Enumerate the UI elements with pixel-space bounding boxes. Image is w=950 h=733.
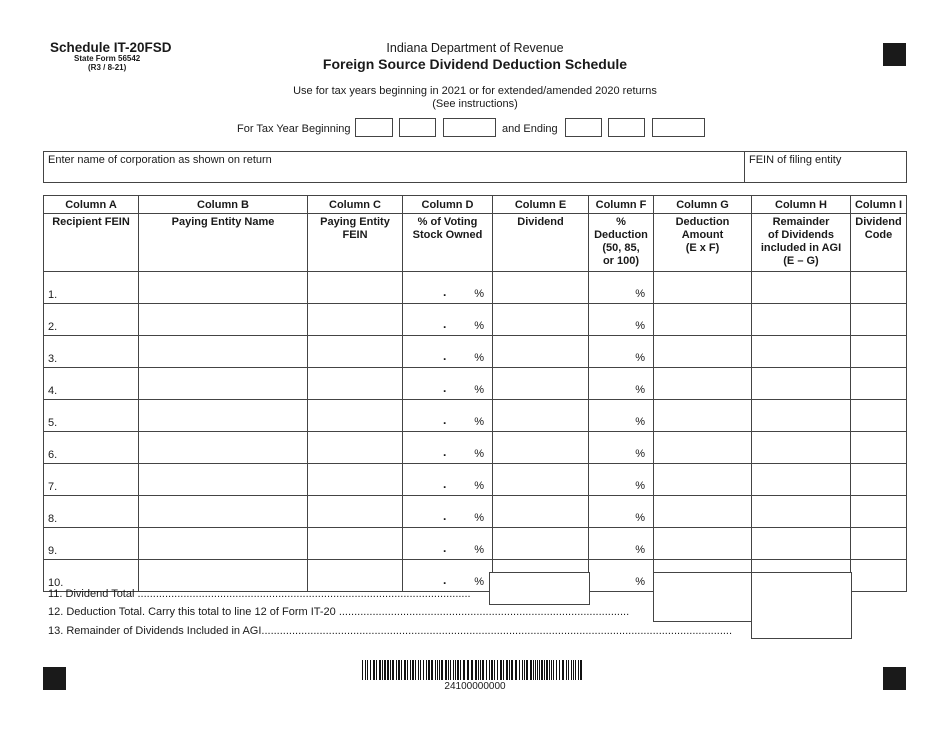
cell-remainder[interactable]	[752, 336, 851, 368]
table-row	[44, 496, 907, 528]
cell-paying-entity-fein[interactable]	[308, 464, 403, 496]
cell-deduction-pct[interactable]	[589, 464, 654, 496]
cell-dividend-code[interactable]	[851, 528, 907, 560]
cell-deduction-amount[interactable]	[654, 304, 752, 336]
percent-sign: %	[474, 576, 484, 588]
cell-paying-entity-name[interactable]	[139, 528, 308, 560]
see-instructions-note: (See instructions)	[432, 98, 518, 110]
cell-paying-entity-name[interactable]	[139, 336, 308, 368]
percent-sign: %	[474, 288, 484, 300]
cell-deduction-amount[interactable]	[654, 336, 752, 368]
fein-divider	[744, 151, 745, 183]
table-row	[44, 432, 907, 464]
percent-sign: %	[474, 544, 484, 556]
cell-voting-stock-pct[interactable]	[403, 432, 493, 464]
column-e-letter: Column E	[493, 196, 589, 214]
cell-voting-stock-pct[interactable]	[403, 336, 493, 368]
line-number: 4.	[48, 385, 58, 397]
decimal-point: .	[443, 509, 447, 523]
cell-dividend[interactable]	[493, 432, 589, 464]
cell-remainder[interactable]	[752, 464, 851, 496]
cell-dividend[interactable]	[493, 304, 589, 336]
decimal-point: .	[443, 445, 447, 459]
cell-deduction-pct[interactable]	[589, 400, 654, 432]
form-title: Foreign Source Dividend Deduction Schedule	[322, 56, 628, 72]
corporation-name-label: Enter name of corporation as shown on return	[48, 154, 272, 166]
table-row	[44, 400, 907, 432]
column-h-letter: Column H	[752, 196, 851, 214]
column-a-letter: Column A	[44, 196, 139, 214]
line-11-dividend-total-label: 11. Dividend Total .............................................................................................................	[48, 588, 471, 600]
dividend-table	[43, 195, 907, 592]
table-row	[44, 304, 907, 336]
cell-voting-stock-pct[interactable]	[403, 304, 493, 336]
percent-sign: %	[474, 384, 484, 396]
tax-year-ending-label: and Ending	[502, 123, 558, 135]
line-number: 9.	[48, 545, 58, 557]
cell-dividend[interactable]	[493, 464, 589, 496]
percent-sign: %	[474, 512, 484, 524]
percent-sign: %	[474, 416, 484, 428]
cell-recipient-fein[interactable]	[44, 400, 139, 432]
cell-deduction-pct[interactable]	[589, 304, 654, 336]
percent-sign: %	[635, 512, 645, 524]
percent-sign: %	[635, 288, 645, 300]
barcode	[362, 660, 586, 680]
cell-remainder[interactable]	[752, 432, 851, 464]
cell-remainder[interactable]	[752, 272, 851, 304]
cell-voting-stock-pct[interactable]	[403, 528, 493, 560]
cell-deduction-pct[interactable]	[589, 432, 654, 464]
cell-paying-entity-name[interactable]	[139, 304, 308, 336]
cell-recipient-fein[interactable]	[44, 368, 139, 400]
table-row	[44, 368, 907, 400]
cell-paying-entity-fein[interactable]	[308, 496, 403, 528]
line-number: 1.	[48, 289, 58, 301]
percent-sign: %	[474, 448, 484, 460]
cell-paying-entity-fein[interactable]	[308, 528, 403, 560]
line-11-dividend-total-field[interactable]	[489, 572, 590, 605]
cell-remainder[interactable]	[752, 304, 851, 336]
percent-sign: %	[635, 320, 645, 332]
line-number: 10.	[48, 577, 64, 589]
percent-sign: %	[474, 352, 484, 364]
tax-year-ending-year-field[interactable]	[652, 118, 705, 137]
percent-sign: %	[635, 416, 645, 428]
cell-dividend-code[interactable]	[851, 400, 907, 432]
percent-sign: %	[635, 352, 645, 364]
cell-paying-entity-name[interactable]	[139, 400, 308, 432]
cell-deduction-pct[interactable]	[589, 528, 654, 560]
department-name: Indiana Department of Revenue	[386, 41, 564, 55]
cell-deduction-amount[interactable]	[654, 400, 752, 432]
tax-year-ending-day-field[interactable]	[608, 118, 645, 137]
line-13-remainder-label: 13. Remainder of Dividends Included in AGI..........................................................................................................................................................	[48, 625, 733, 637]
table-row	[44, 272, 907, 304]
cell-recipient-fein[interactable]	[44, 464, 139, 496]
column-letter-row	[44, 196, 907, 214]
column-title-row	[44, 214, 907, 272]
cell-deduction-amount[interactable]	[654, 272, 752, 304]
line-12-deduction-total-field[interactable]	[653, 572, 754, 622]
cell-voting-stock-pct[interactable]	[403, 464, 493, 496]
cell-voting-stock-pct[interactable]	[403, 496, 493, 528]
cell-paying-entity-fein[interactable]	[308, 432, 403, 464]
cell-dividend[interactable]	[493, 528, 589, 560]
cell-paying-entity-fein[interactable]	[308, 400, 403, 432]
cell-paying-entity-name[interactable]	[139, 496, 308, 528]
cell-recipient-fein[interactable]	[44, 272, 139, 304]
tax-year-beginning-year-field[interactable]	[443, 118, 496, 137]
percent-sign: %	[635, 544, 645, 556]
line-number: 8.	[48, 513, 58, 525]
cell-paying-entity-name[interactable]	[139, 560, 308, 592]
fein-label: FEIN of filing entity	[749, 154, 842, 166]
cell-dividend-code[interactable]	[851, 432, 907, 464]
tax-year-beginning-day-field[interactable]	[399, 118, 436, 137]
percent-sign: %	[474, 320, 484, 332]
cell-remainder[interactable]	[752, 368, 851, 400]
line-number: 5.	[48, 417, 58, 429]
column-a-title: Recipient FEIN	[44, 214, 139, 272]
column-d-letter: Column D	[403, 196, 493, 214]
cell-recipient-fein[interactable]	[44, 496, 139, 528]
cell-voting-stock-pct[interactable]	[403, 560, 493, 592]
cell-voting-stock-pct[interactable]	[403, 368, 493, 400]
percent-sign: %	[635, 480, 645, 492]
cell-dividend[interactable]	[493, 368, 589, 400]
state-form-label: State Form 56542	[74, 54, 141, 63]
percent-sign: %	[635, 384, 645, 396]
table-row	[44, 336, 907, 368]
tax-year-ending-month-field[interactable]	[565, 118, 602, 137]
column-f-title: % Deduction (50, 85, or 100)	[589, 214, 654, 272]
cell-deduction-amount[interactable]	[654, 528, 752, 560]
cell-deduction-amount[interactable]	[654, 464, 752, 496]
percent-sign: %	[635, 448, 645, 460]
cell-dividend[interactable]	[493, 336, 589, 368]
line-13-remainder-field[interactable]	[751, 572, 852, 639]
cell-voting-stock-pct[interactable]	[403, 272, 493, 304]
cell-dividend-code[interactable]	[851, 368, 907, 400]
cell-remainder[interactable]	[752, 496, 851, 528]
line-number: 7.	[48, 481, 58, 493]
decimal-point: .	[443, 573, 447, 587]
cell-deduction-pct[interactable]	[589, 336, 654, 368]
cell-recipient-fein[interactable]	[44, 432, 139, 464]
cell-paying-entity-fein[interactable]	[308, 272, 403, 304]
column-e-title: Dividend	[493, 214, 589, 272]
percent-sign: %	[474, 480, 484, 492]
cell-paying-entity-name[interactable]	[139, 432, 308, 464]
column-d-title: % of Voting Stock Owned	[403, 214, 493, 272]
cell-dividend-code[interactable]	[851, 336, 907, 368]
cell-deduction-pct[interactable]	[589, 272, 654, 304]
cell-paying-entity-name[interactable]	[139, 368, 308, 400]
line-number: 6.	[48, 449, 58, 461]
cell-remainder[interactable]	[752, 528, 851, 560]
column-c-letter: Column C	[308, 196, 403, 214]
cell-deduction-amount[interactable]	[654, 432, 752, 464]
cell-recipient-fein[interactable]	[44, 304, 139, 336]
decimal-point: .	[443, 381, 447, 395]
column-i-letter: Column I	[851, 196, 907, 214]
barcode-number: 24100000000	[444, 681, 506, 692]
column-g-letter: Column G	[654, 196, 752, 214]
column-g-title: Deduction Amount (E x F)	[654, 214, 752, 272]
table-row	[44, 464, 907, 496]
cell-deduction-amount[interactable]	[654, 368, 752, 400]
cell-voting-stock-pct[interactable]	[403, 400, 493, 432]
schedule-title: Schedule IT-20FSD	[50, 40, 172, 55]
cell-paying-entity-fein[interactable]	[308, 304, 403, 336]
cell-dividend-code[interactable]	[851, 304, 907, 336]
cell-paying-entity-fein[interactable]	[308, 560, 403, 592]
table-row	[44, 528, 907, 560]
cell-deduction-pct[interactable]	[589, 368, 654, 400]
use-for-note: Use for tax years beginning in 2021 or for extended/amended 2020 returns	[293, 85, 657, 97]
column-c-title: Paying Entity FEIN	[308, 214, 403, 272]
cell-paying-entity-name[interactable]	[139, 464, 308, 496]
cell-dividend-code[interactable]	[851, 560, 907, 592]
cell-recipient-fein[interactable]	[44, 336, 139, 368]
cell-dividend-code[interactable]	[851, 496, 907, 528]
cell-dividend-code[interactable]	[851, 272, 907, 304]
cell-dividend[interactable]	[493, 496, 589, 528]
cell-dividend[interactable]	[493, 400, 589, 432]
cell-paying-entity-fein[interactable]	[308, 368, 403, 400]
cell-deduction-pct[interactable]	[589, 496, 654, 528]
column-i-title: Dividend Code	[851, 214, 907, 272]
column-f-letter: Column F	[589, 196, 654, 214]
cell-dividend-code[interactable]	[851, 464, 907, 496]
cell-recipient-fein[interactable]	[44, 560, 139, 592]
column-b-title: Paying Entity Name	[139, 214, 308, 272]
decimal-point: .	[443, 541, 447, 555]
cell-remainder[interactable]	[752, 400, 851, 432]
tax-year-beginning-month-field[interactable]	[355, 118, 393, 137]
cell-dividend[interactable]	[493, 272, 589, 304]
revision-label: (R3 / 8-21)	[88, 63, 127, 72]
line-number: 3.	[48, 353, 58, 365]
decimal-point: .	[443, 349, 447, 363]
cell-paying-entity-fein[interactable]	[308, 336, 403, 368]
cell-deduction-pct[interactable]	[589, 560, 654, 592]
decimal-point: .	[443, 413, 447, 427]
line-12-deduction-total-label: 12. Deduction Total. Carry this total to line 12 of Form IT-20 ...............................................................................................	[48, 606, 630, 618]
decimal-point: .	[443, 317, 447, 331]
percent-sign: %	[635, 576, 645, 588]
tax-year-beginning-label: For Tax Year Beginning	[237, 123, 351, 135]
decimal-point: .	[443, 285, 447, 299]
line-number: 2.	[48, 321, 58, 333]
column-b-letter: Column B	[139, 196, 308, 214]
cell-deduction-amount[interactable]	[654, 496, 752, 528]
cell-recipient-fein[interactable]	[44, 528, 139, 560]
column-h-title: Remainder of Dividends included in AGI (E – G)	[752, 214, 851, 272]
cell-paying-entity-name[interactable]	[139, 272, 308, 304]
table-rows	[44, 272, 907, 592]
decimal-point: .	[443, 477, 447, 491]
